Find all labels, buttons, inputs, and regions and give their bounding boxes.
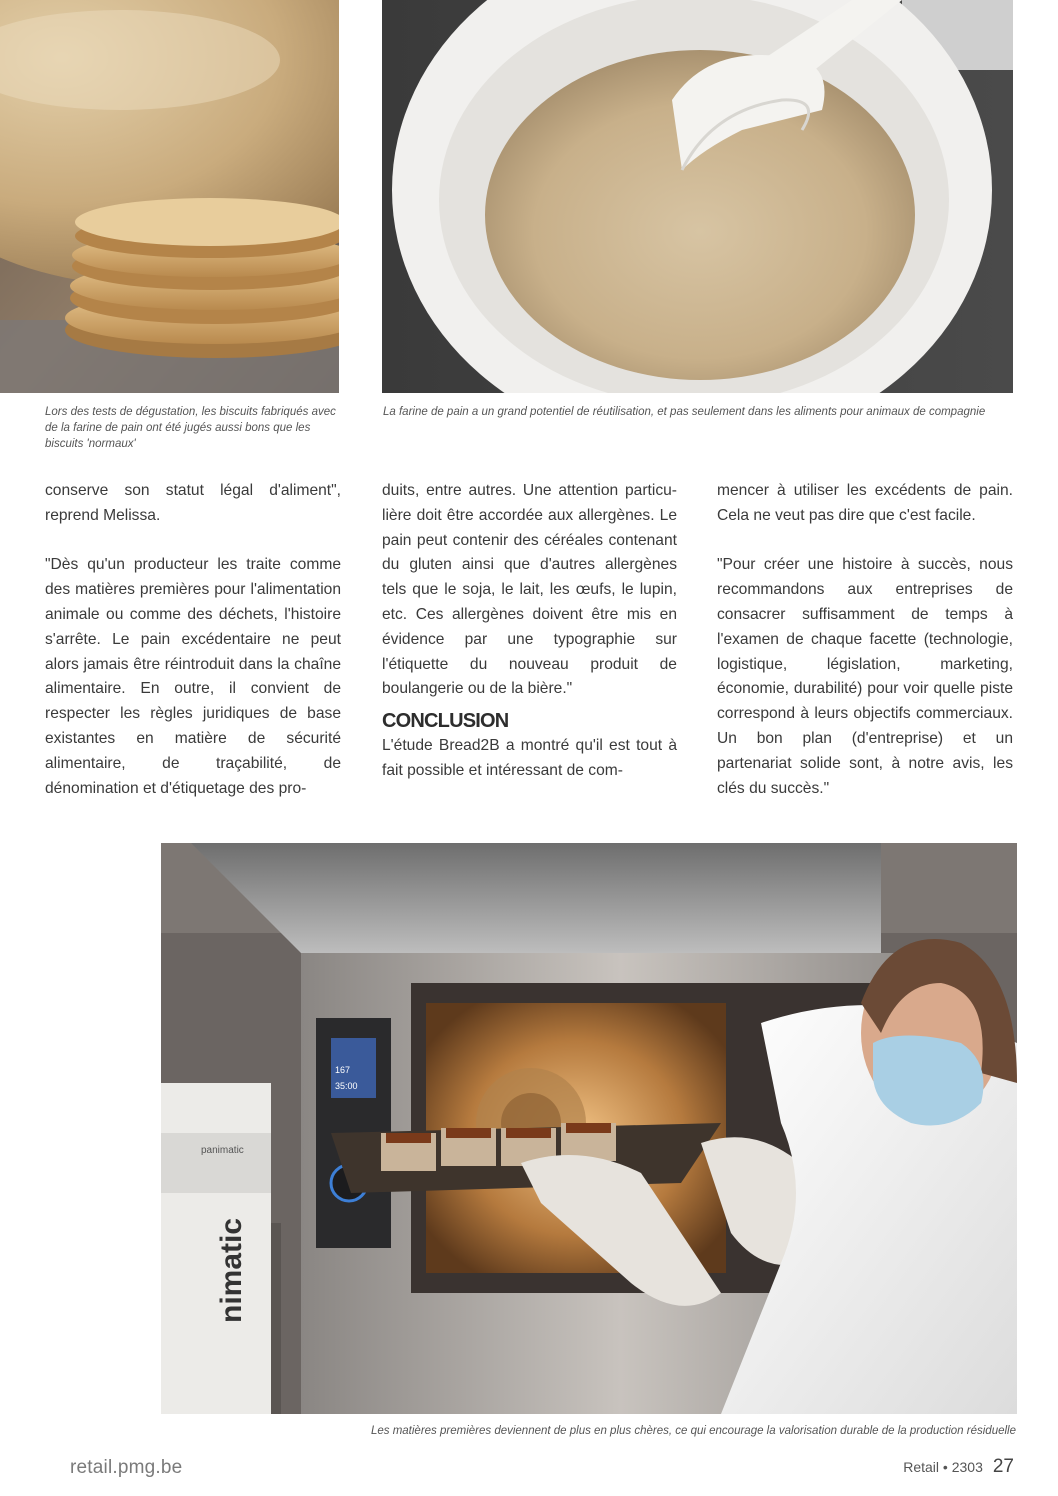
article-paragraph: conserve son statut légal d'aliment", reprend Melissa.	[45, 482, 341, 524]
article-column-1	[45, 479, 341, 801]
footer-issue-info	[903, 1456, 1014, 1478]
article-paragraph: "Dès qu'un producteur les traite comme des matières premières pour l'alimentation animale ou comme des déchets, l'histoire s'arrête. Le pain excédentaire ne peut alors jamais être réintroduit dans la chaîne alimentaire. En outre, il convient de respecter les règles juridiques de base existantes en matière de sécurité alimentaire, de traçabilité, de dénomination et d'étiquetage des pro-	[45, 556, 341, 797]
oven-screen-readout-2: 35:00	[335, 1081, 358, 1091]
flour-caption: La farine de pain a un grand potentiel de réutilisation, et pas seulement dans les aliments pour animaux de compagnie	[383, 406, 986, 418]
oven-brand-label: panimatic	[201, 1145, 244, 1156]
conclusion-heading: CONCLUSION	[382, 710, 509, 733]
oven-side-label: nimatic	[215, 1217, 248, 1323]
issue-label: Retail • 2303	[903, 1459, 983, 1475]
footer-url-link[interactable]: retail.pmg.be	[70, 1457, 183, 1478]
oven-screen-readout-1: 167	[335, 1065, 351, 1075]
article-paragraph: mencer à utiliser les excédents de pain. Cela ne veut pas dire que c'est facile.	[717, 482, 1013, 524]
article-column-3	[717, 479, 1013, 801]
biscuits-caption: Lors des tests de dégustation, les biscuits fabriqués avec de la farine de pain ont été jugés aussi bons que les biscuits 'normaux'	[45, 406, 336, 450]
biscuits-photo	[0, 0, 339, 393]
article-paragraph: "Pour créer une histoire à succès, nous recommandons aux entreprises de consacrer suffisamment de temps à l'examen de chaque facette (technologie, logistique, législation, marketing, économie, durabilité) pour voir quelle piste correspond à leurs objectifs commerciaux. Un bon plan (d'entreprise) et un partenariat solide sont, à notre avis, les clés du succès."	[717, 556, 1013, 797]
article-paragraph: L'étude Bread2B a montré qu'il est tout à fait possible et intéressant de com-	[382, 737, 677, 779]
article-paragraph: duits, entre autres. Une attention particulière doit être accordée aux allergènes. Le pain peut contenir des céréales contenant du gluten ainsi que d'autres allergènes tels que le soja, le lait, les œufs, le lupin, etc. Ces allergènes doivent être mis en évidence par une typographie sur l'étiquette du nouveau produit de boulangerie ou de la bière."	[382, 482, 677, 698]
flour-bowl-photo	[382, 0, 1013, 393]
oven-photo	[161, 843, 1017, 1414]
article-column-2	[382, 479, 677, 784]
oven-caption: Les matières premières deviennent de plus en plus chères, ce qui encourage la valorisation durable de la production résiduelle	[370, 1425, 1016, 1437]
page-number: 27	[992, 1456, 1014, 1477]
